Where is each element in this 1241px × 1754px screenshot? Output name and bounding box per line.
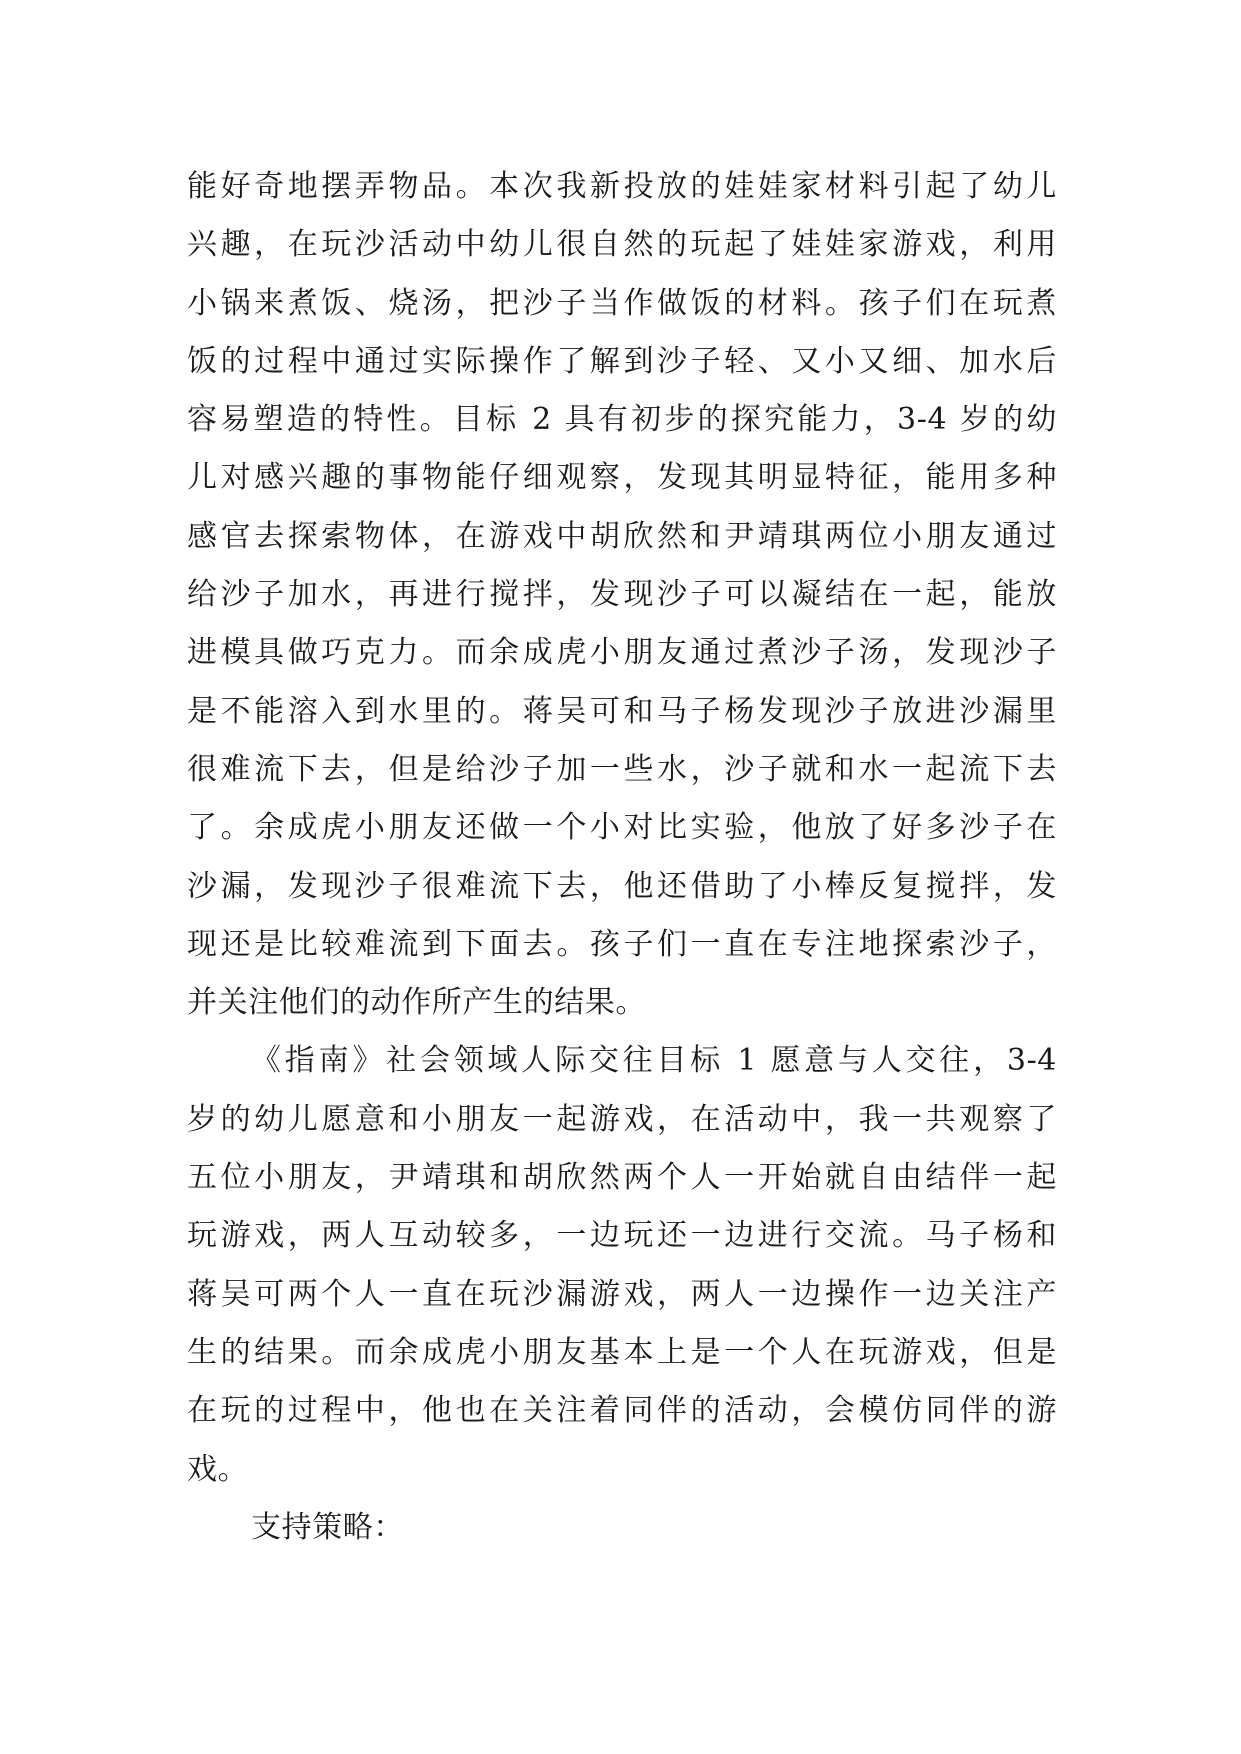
- paragraph-line: 现还是比较难流到下面去。孩子们一直在专注地探索沙子，: [187, 926, 1057, 962]
- paragraph-line: 岁的幼儿愿意和小朋友一起游戏，在活动中，我一共观察了: [187, 1101, 1057, 1137]
- paragraph-observation-play: [187, 158, 1057, 1032]
- paragraph-line: 蒋吴可两个人一直在玩沙漏游戏，两人一边操作一边关注产: [187, 1276, 1057, 1312]
- paragraph-line: 了。余成虎小朋友还做一个小对比实验，他放了好多沙子在: [187, 810, 1057, 846]
- paragraph-line: 进模具做巧克力。而余成虎小朋友通过煮沙子汤，发现沙子: [187, 635, 1057, 671]
- paragraph-line: 是不能溶入到水里的。蒋吴可和马子杨发现沙子放进沙漏里: [187, 693, 1057, 729]
- paragraph-line: 很难流下去，但是给沙子加一些水，沙子就和水一起流下去: [187, 751, 1057, 787]
- paragraph-line: 玩游戏，两人互动较多，一边玩还一边进行交流。马子杨和: [187, 1218, 1057, 1254]
- paragraph-line: 沙漏，发现沙子很难流下去，他还借助了小棒反复搅拌，发: [187, 868, 1057, 904]
- paragraph-social-interaction: [187, 1032, 1057, 1498]
- paragraph-line: 容易塑造的特性。目标 2 具有初步的探究能力，3-4 岁的幼: [187, 402, 1057, 438]
- paragraph-line: 兴趣，在玩沙活动中幼儿很自然的玩起了娃娃家游戏，利用: [187, 227, 1057, 263]
- paragraph-line: 饭的过程中通过实际操作了解到沙子轻、又小又细、加水后: [187, 343, 1057, 379]
- paragraph-line: 感官去探索物体，在游戏中胡欣然和尹靖琪两位小朋友通过: [187, 518, 1057, 554]
- paragraph-line-last: 戏。: [187, 1451, 249, 1487]
- paragraph-line: 五位小朋友，尹靖琪和胡欣然两个人一开始就自由结伴一起: [187, 1160, 1057, 1196]
- paragraph-line: 能好奇地摆弄物品。本次我新投放的娃娃家材料引起了幼儿: [187, 169, 1057, 204]
- paragraph-line: 儿对感兴趣的事物能仔细观察，发现其明显特征，能用多种: [187, 460, 1057, 496]
- paragraph-line-last: 并关注他们的动作所产生的结果。: [187, 985, 646, 1021]
- paragraph-line: 小锅来煮饭、烧汤，把沙子当作做饭的材料。孩子们在玩煮: [187, 285, 1057, 321]
- paragraph-line: 生的结果。而余成虎小朋友基本上是一个人在玩游戏，但是: [187, 1334, 1057, 1370]
- paragraph-line: 在玩的过程中，他也在关注着同伴的活动，会模仿同伴的游: [187, 1393, 1057, 1429]
- section-heading-support-strategy: 支持策略：: [251, 1509, 404, 1545]
- document-body: [187, 158, 1057, 1557]
- paragraph-first-line: 《指南》社会领域人际交往目标 1 愿意与人交往，3-4: [251, 1043, 1057, 1079]
- paragraph-line: 给沙子加水，再进行搅拌，发现沙子可以凝结在一起，能放: [187, 577, 1057, 613]
- paragraph-support-strategy: [187, 1499, 1057, 1557]
